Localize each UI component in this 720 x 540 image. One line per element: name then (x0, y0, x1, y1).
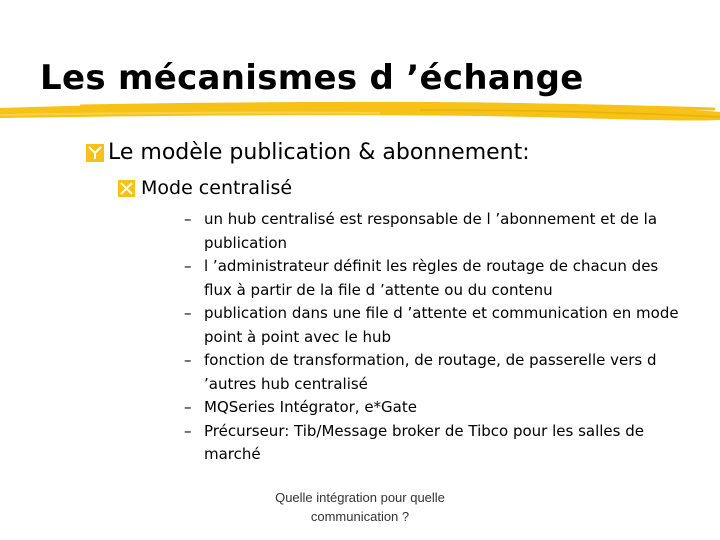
list-item (184, 349, 684, 396)
list-item (184, 396, 684, 420)
x-bullet-icon (118, 180, 135, 197)
list-item-text: un hub centralisé est responsable de l ’abonnement et de la publication (204, 210, 658, 252)
list-item (184, 208, 684, 255)
bullet-level2 (118, 177, 292, 199)
slide-title: Les mécanismes d ’échange (40, 58, 584, 98)
sub-bullet-list (184, 208, 684, 467)
y-bullet-icon (86, 144, 104, 162)
bullet-level2-text: Mode centralisé (141, 177, 293, 199)
dash-marker: – (184, 398, 192, 416)
title-underline-brush (0, 92, 720, 132)
list-item-text: fonction de transformation, de routage, de passerelle vers d ’autres hub centralisé (204, 351, 657, 393)
bullet-level1-text: Le modèle publication & abonnement: (108, 140, 530, 165)
footer-note: Quelle intégration pour quelle communication ? (275, 490, 445, 524)
list-item-text: Précurseur: Tib/Message broker de Tibco pour les salles de marché (204, 421, 644, 463)
list-item (184, 255, 684, 302)
bullet-level1 (86, 140, 530, 165)
dash-marker: – (184, 210, 192, 228)
list-item-text: publication dans une file d ’attente et communication en mode point à point avec le hub (204, 304, 679, 346)
dash-marker: – (184, 351, 192, 369)
list-item-text: MQSeries Intégrator, e*Gate (204, 398, 417, 416)
list-item (184, 420, 684, 467)
dash-marker: – (184, 257, 192, 275)
dash-marker: – (184, 421, 192, 440)
list-item-text: l ’administrateur définit les règles de routage de chacun des flux à partir de la file d ’attente ou du contenu (204, 257, 659, 299)
list-item (184, 302, 684, 349)
dash-marker: – (184, 304, 192, 322)
